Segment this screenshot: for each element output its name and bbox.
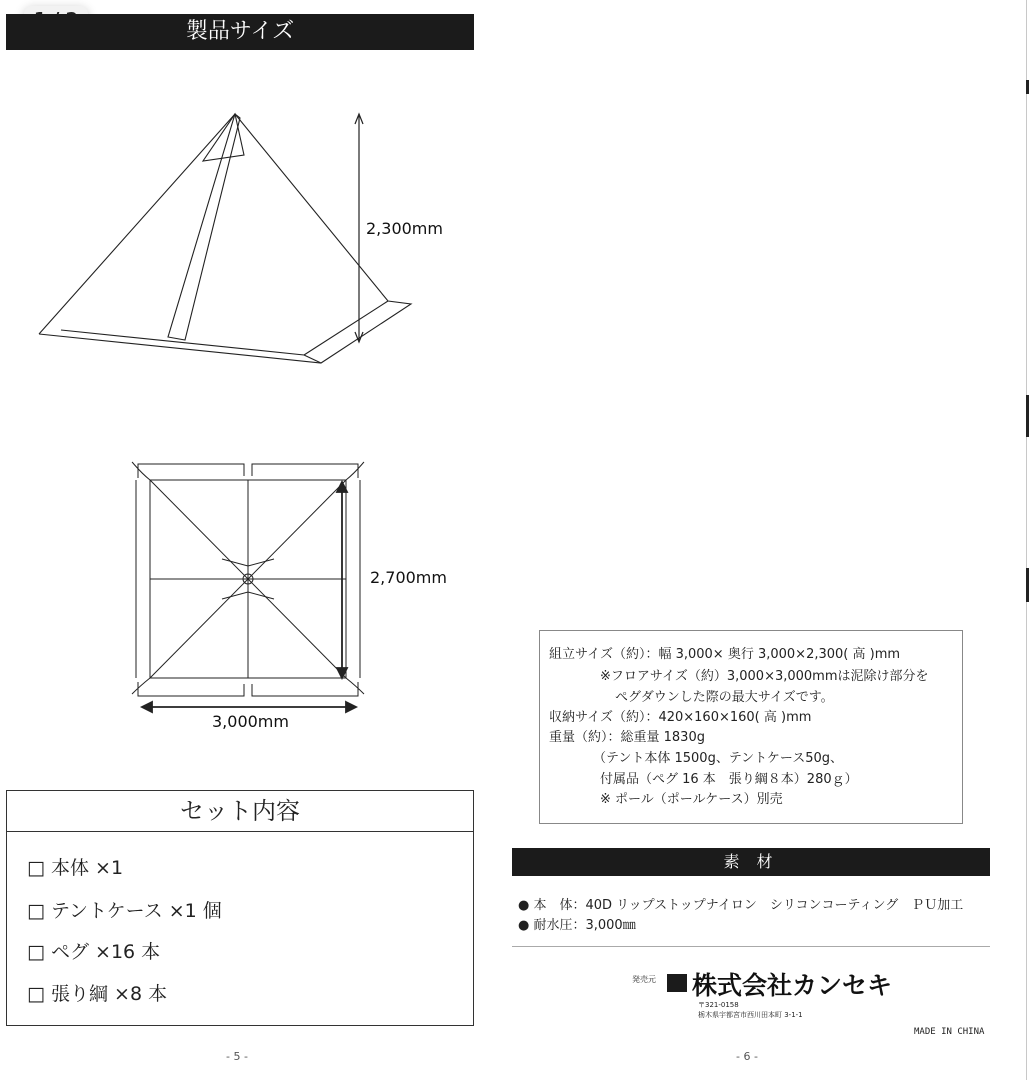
maker-postal-code: 〒321-0158: [698, 1001, 739, 1009]
scroll-marker: [1026, 568, 1029, 602]
set-contents-box: [6, 790, 474, 1026]
width-dimension-label: 3,000mm: [212, 712, 289, 731]
height-dimension-label: 2,300mm: [366, 219, 443, 238]
viewer-edge: [1026, 0, 1027, 1080]
door-panel: [168, 114, 240, 340]
tent-side-view-diagram: [36, 108, 416, 373]
set-item-tent-case: □ テントケース ×1 個: [27, 900, 222, 922]
spec-weight: 重量（約）：総重量 1830g: [549, 730, 705, 745]
depth-dimension-label: 2,700mm: [370, 568, 447, 587]
set-contents-heading: セット内容: [7, 791, 473, 832]
height-arrow: [355, 114, 363, 342]
material-body: ● 本 体：40D リップストップナイロン シリコンコーティング ＰＵ加工: [518, 898, 964, 913]
page-number-right: - 6 -: [736, 1050, 758, 1063]
scroll-marker: [1026, 395, 1029, 437]
set-item-guy-ropes: □ 張り綱 ×8 本: [27, 983, 168, 1005]
maker-logo-mark: [667, 974, 687, 992]
spec-weight-breakdown: （テント本体 1500g、テントケース50g、: [593, 751, 844, 766]
divider: [512, 946, 990, 947]
spec-floor-size-note: ※フロアサイズ（約）3,000×3,000mmは泥除け部分を: [600, 669, 929, 684]
set-item-pegs: □ ペグ ×16 本: [27, 941, 161, 963]
material-water-resistance: ● 耐水圧：3,000㎜: [518, 918, 636, 933]
floor-edge: [61, 330, 304, 355]
spec-pole-sold-separately: ※ ポール（ポールケース）別売: [600, 792, 783, 807]
width-arrow: [142, 702, 356, 712]
maker-name: 株式会社カンセキ: [692, 971, 893, 1000]
made-in-label: MADE IN CHINA: [914, 1027, 985, 1037]
set-item-body: □ 本体 ×1: [27, 857, 124, 879]
spec-assembled-size: 組立サイズ（約）：幅 3,000× 奥行 3,000×2,300( 高 )mm: [549, 647, 901, 662]
spec-packed-size: 収納サイズ（約）：420×160×160( 高 )mm: [549, 710, 812, 725]
scroll-marker: [1026, 80, 1029, 94]
maker-prefix: 発売元: [632, 975, 656, 984]
spec-accessories-weight: 付属品（ペグ 16 本 張り綱８本）280ｇ）: [600, 772, 858, 787]
specifications-box: [539, 630, 963, 824]
tent-top-view-diagram: [126, 456, 370, 718]
page-number-left: - 5 -: [226, 1050, 248, 1063]
section-title-product-size: 製品サイズ: [6, 14, 474, 50]
section-title-materials: 素 材: [512, 848, 990, 876]
maker-address: 栃木県宇都宮市西川田本町 3-1-1: [698, 1011, 803, 1019]
spec-floor-size-note-2: ペグダウンした際の最大サイズです。: [615, 690, 834, 705]
tent-outline: [39, 114, 411, 363]
